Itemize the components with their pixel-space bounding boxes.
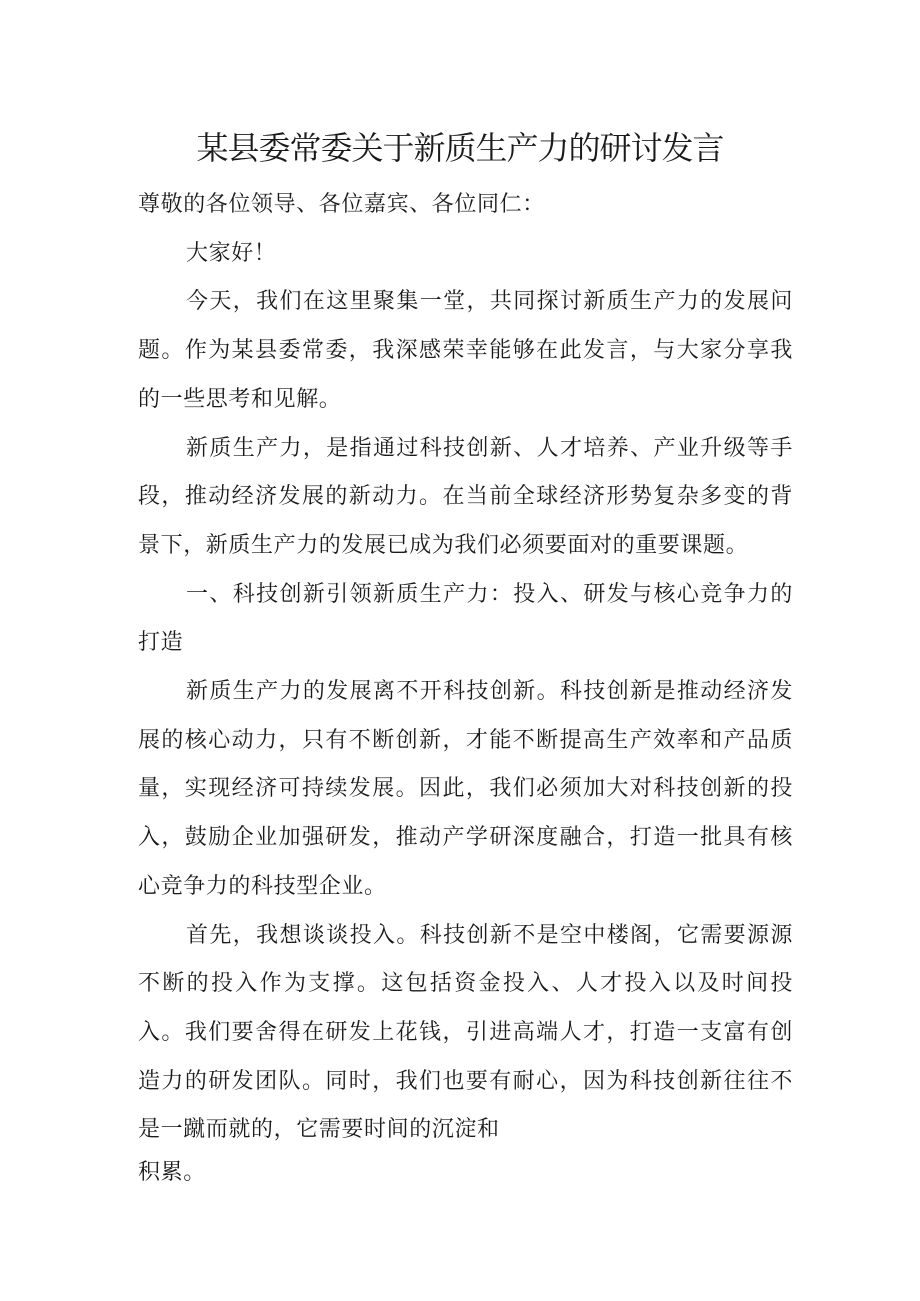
paragraph-investment: 首先，我想谈谈投入。科技创新不是空中楼阁，它需要源源不断的投入作为支撑。这包括资金投入、人才投入以及时间投入。我们要舍得在研发上花钱，引进高端人才，打造一支富有创造力的研发团队。同时，我们也要有耐心，因为科技创新往往不是一蹴而就的，它需要时间的沉淀和	[138, 922, 793, 1143]
document-title: 某县委常委关于新质生产力的研讨发言	[196, 129, 724, 167]
paragraph-intro: 今天，我们在这里聚集一堂，共同探讨新质生产力的发展问题。作为某县委常委，我深感荣幸能够在此发言，与大家分享我的一些思考和见解。	[138, 289, 793, 412]
paragraph-tail: 积累。	[138, 1160, 206, 1186]
paragraph-definition: 新质生产力，是指通过科技创新、人才培养、产业升级等手段，推动经济发展的新动力。在当前全球经济形势复杂多变的背景下，新质生产力的发展已成为我们必须要面对的重要课题。	[138, 435, 793, 558]
paragraph-greeting: 大家好！	[186, 240, 277, 266]
salutation: 尊敬的各位领导、各位嘉宾、各位同仁：	[138, 192, 545, 217]
document-body	[138, 181, 793, 1198]
section-heading-1: 一、科技创新引领新质生产力：投入、研发与核心竞争力的打造	[138, 581, 793, 656]
paragraph-innovation: 新质生产力的发展离不开科技创新。科技创新是推动经济发展的核心动力，只有不断创新，才能不断提高生产效率和产品质量，实现经济可持续发展。因此，我们必须加大对科技创新的投入，鼓励企业加强研发，推动产学研深度融合，打造一批具有核心竞争力的科技型企业。	[138, 679, 793, 899]
